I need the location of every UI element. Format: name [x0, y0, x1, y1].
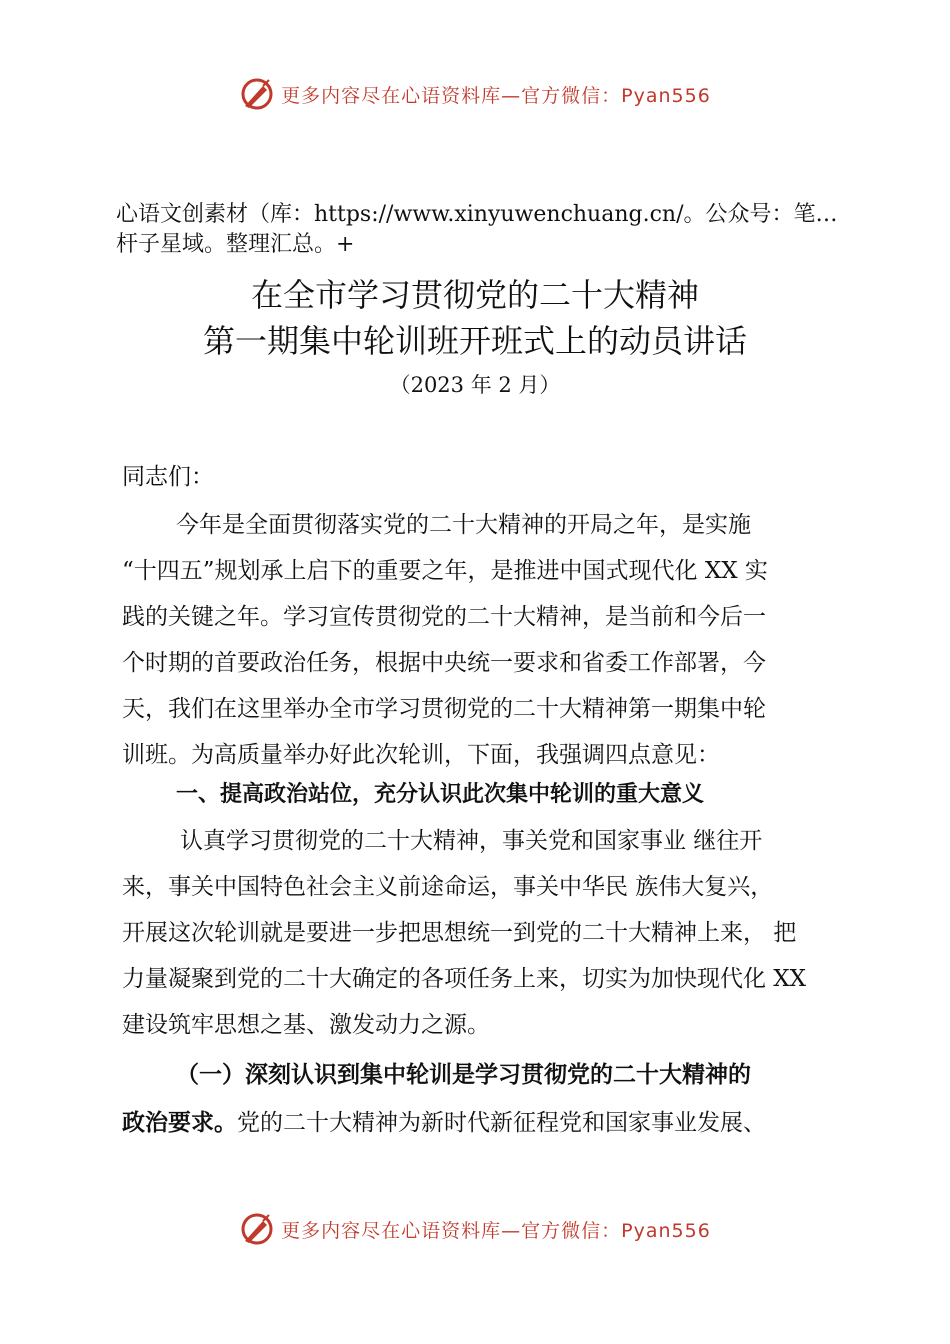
- paragraph-1-line: “十四五”规划承上启下的重要之年，是推进中国式现代化 XX 实: [122, 558, 768, 584]
- document-date: （2023 年 2 月）: [389, 373, 561, 397]
- watermark-footer: [0, 1209, 950, 1249]
- paragraph-1-line: 训班。为高质量举办好此次轮训，下面，我强调四点意见：: [122, 742, 720, 768]
- source-note: 心语文创素材（库：https://www.xinyuwenchuang.cn/。公众号：笔…杆子星域。整理汇总。+: [116, 202, 838, 257]
- paragraph-2-line: 认真学习贯彻党的二十大精神，事关党和国家事业 继往开: [180, 828, 763, 854]
- watermark-header: [0, 74, 950, 114]
- salutation: 同志们：: [122, 464, 214, 490]
- document-title-line-2: 第一期集中轮训班开班式上的动员讲话: [202, 322, 747, 360]
- paragraph-1-line: 天，我们在这里举办全市学习贯彻党的二十大精神第一期集中轮: [122, 696, 766, 722]
- paragraph-1-line: 个时期的首要政治任务，根据中央统一要求和省委工作部署，今: [122, 650, 766, 676]
- paragraph-1-line: 今年是全面贯彻落实党的二十大精神的开局之年，是实施: [176, 512, 751, 538]
- subsection-1-line: [122, 1108, 766, 1138]
- watermark-text: 更多内容尽在心语资料库—官方微信：Pyan556: [281, 1219, 711, 1242]
- section-heading-1: 一、提高政治站位，充分认识此次集中轮训的重大意义: [176, 782, 705, 807]
- pen-logo-icon: [239, 76, 275, 112]
- pen-logo-icon: [239, 1211, 275, 1247]
- paragraph-1-line: 践的关键之年。学习宣传贯彻党的二十大精神，是当前和今后一: [122, 604, 766, 630]
- paragraph-2-line: 力量凝聚到党的二十大确定的各项任务上来，切实为加快现代化 XX: [122, 966, 807, 992]
- paragraph-2-line: 来，事关中国特色社会主义前途命运，事关中华民 族伟大复兴，: [122, 874, 774, 900]
- watermark-text: 更多内容尽在心语资料库—官方微信：Pyan556: [281, 84, 711, 107]
- document-title-line-1: 在全市学习贯彻党的二十大精神: [250, 276, 699, 314]
- paragraph-2-line: 建设筑牢思想之基、激发动力之源。: [122, 1012, 490, 1038]
- paragraph-2-line: 开展这次轮训就是要进一步把思想统一到党的二十大精神上来， 把: [122, 920, 797, 946]
- subsection-1-text: 党的二十大精神为新时代新征程党和国家事业发展、: [237, 1110, 766, 1136]
- subsection-1-lead: 政治要求。: [122, 1110, 237, 1136]
- subsection-heading-1: （一）深刻认识到集中轮训是学习贯彻党的二十大精神的: [176, 1062, 751, 1088]
